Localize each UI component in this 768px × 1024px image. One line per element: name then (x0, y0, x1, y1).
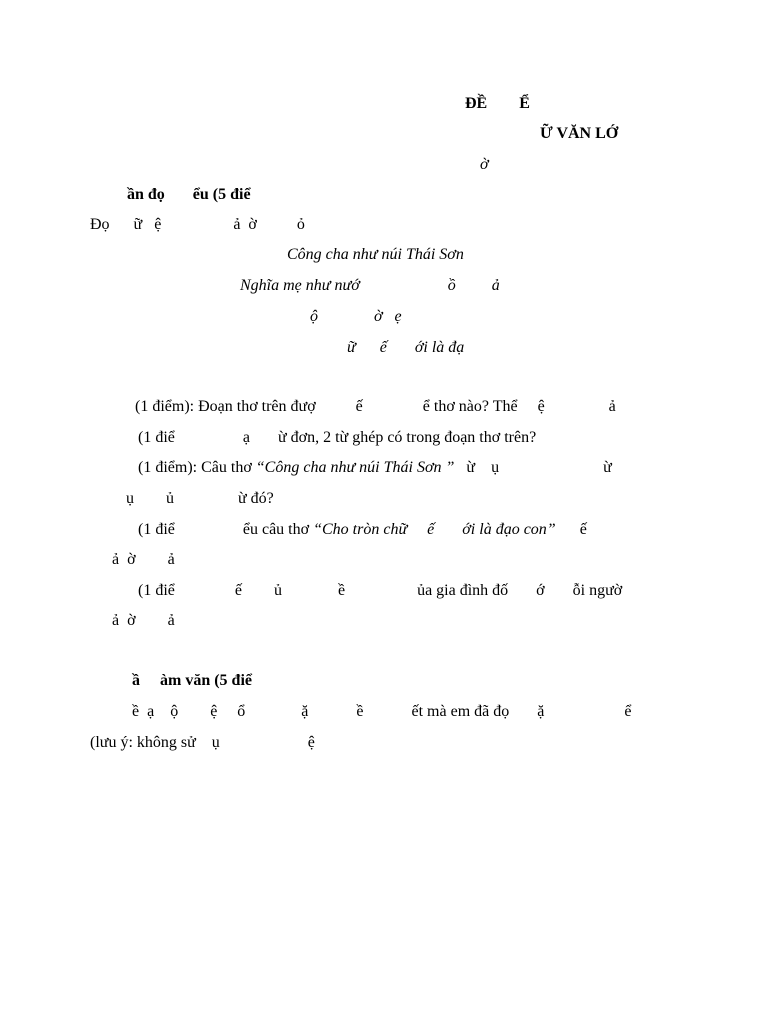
question-4 (138, 520, 587, 540)
question-3-continuation: ụ ủ ừ đó? (126, 490, 274, 507)
question-3-prefix: (1 điểm): Câu thơ (138, 459, 256, 476)
part2-note: (lưu ý: không sử ụ ệ (90, 734, 315, 751)
exam-time: ờ (480, 156, 489, 173)
part1-intro: Đọ ữ ệ ả ờ ỏ (90, 216, 305, 233)
part2-prompt: ề ạ ộ ệ ổ ặ ề ết mà em đã đọ ặ ể (132, 703, 632, 720)
question-4-suffix: ế (555, 521, 587, 538)
poem-line-1: Công cha như núi Thái Sơn (287, 246, 464, 263)
question-4-prefix: (1 điể ểu câu thơ (138, 521, 314, 538)
question-4-quote: “Cho tròn chữ ế ới là đạo con” (313, 521, 556, 538)
part1-heading: ần đọ ểu (5 điể (127, 186, 251, 203)
exam-subtitle: Ữ VĂN LỚ (540, 125, 619, 142)
question-4-continuation: ả ờ ả (112, 551, 175, 568)
exam-title: ĐỀ Ể (465, 95, 530, 112)
question-5-continuation: ả ờ ả (112, 612, 175, 629)
question-3-suffix: ừ ụ ừ (454, 459, 612, 476)
poem-line-4: ữ ế ới là đạ (347, 339, 465, 356)
question-5: (1 điể ế ủ ề ủa gia đình đố ớ ỗi ngườ (138, 582, 623, 599)
part2-heading: ầ àm văn (5 điể (132, 672, 252, 689)
question-1: (1 điểm): Đoạn thơ trên đượ ế ể thơ nào? Thể ệ ả (135, 398, 616, 415)
question-3-quote: “Công cha như núi Thái Sơn ” (255, 459, 455, 476)
question-3 (138, 458, 612, 478)
poem-line-3: ộ ờ ẹ (310, 308, 402, 325)
question-2: (1 điể ạ ừ đơn, 2 từ ghép có trong đoạn thơ trên? (138, 429, 537, 446)
poem-line-2: Nghĩa mẹ như nướ ồ ả (240, 277, 500, 294)
